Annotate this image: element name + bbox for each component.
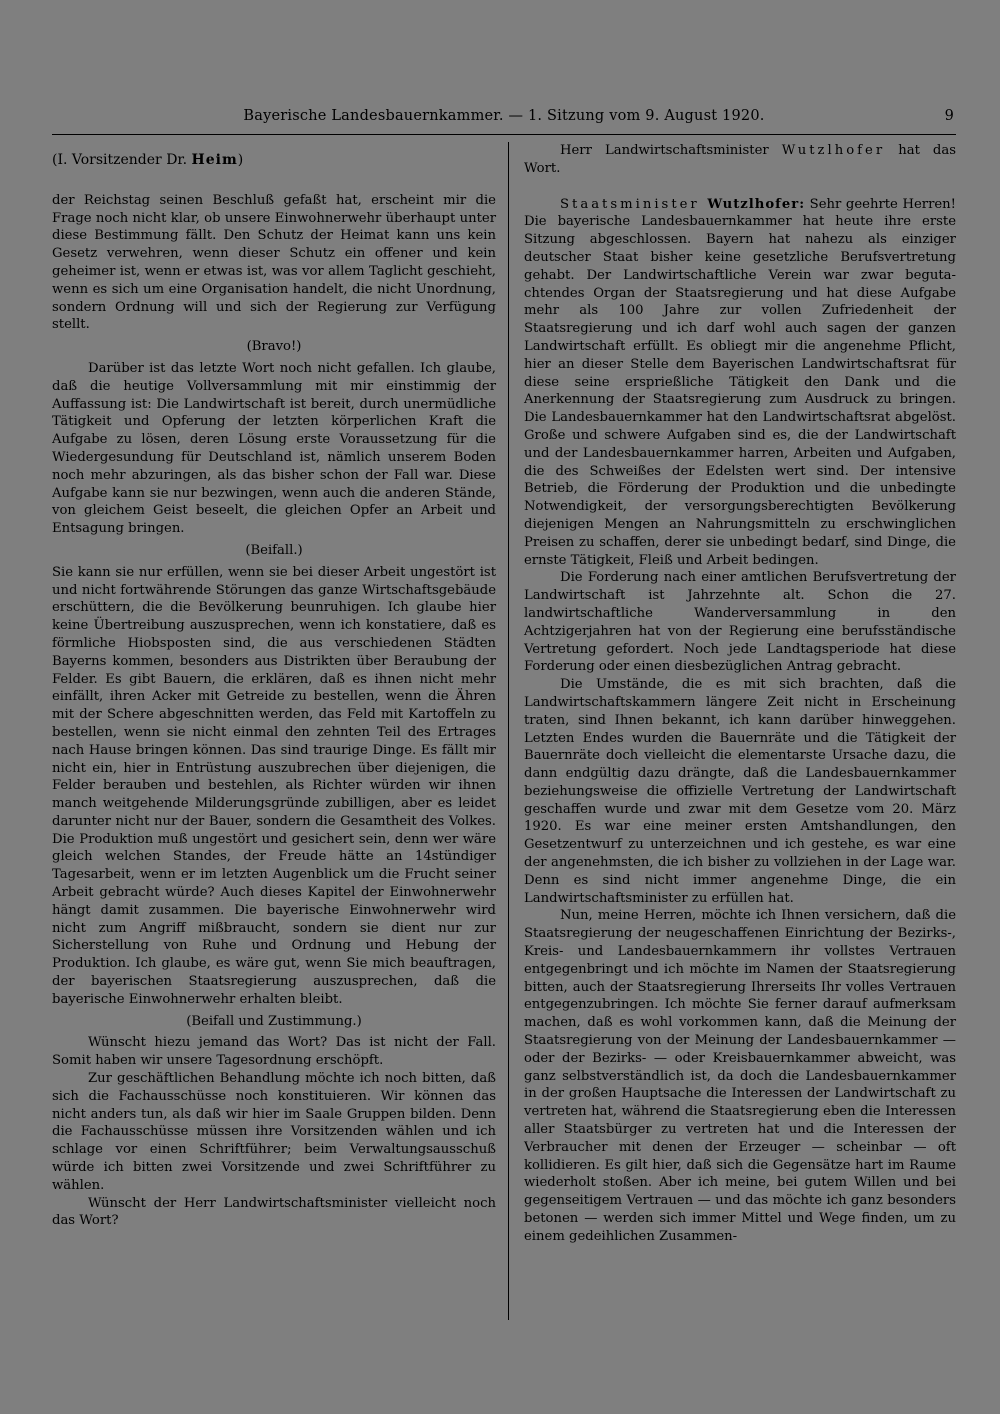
speaker-intro-post: hat das Wort. <box>524 143 956 176</box>
paragraph: Darüber ist das letzte Wort noch nicht gefallen. Ich glaube, daß die heutige Vollversammlung mit mir einstimmig der Auffassung ist: Die Landwirtschaft ist bereit, durch unermüdliche Tätigkeit und Opferung der letzten körperlichen Kraft die Aufgabe zu lösen, deren Lösung erste Voraussetzung für die Wiedergesundung für Deutschland ist, nämlich unserem Boden noch mehr abzuringen, als das bisher schon der Fall war. Diese Aufgabe kann sie nur bezwingen, wenn auch die anderen Stände, von gleichem Geist beseelt, die gleichen Opfer an Arbeit und Entsagung bringen. <box>52 360 496 537</box>
paragraph: Zur geschäftlichen Behandlung möchte ich noch bitten, daß sich die Fachausschüsse noch konstituieren. Wir können das nicht anders tun, als daß wir hier im Saale Gruppen bilden. Denn die Fachausschüsse müssen ihre Vorsitzenden wählen und ich schlage vor einen Schriftführer; beim Verwaltungsausschuß würde ich bitten zwei Vorsitzende und zwei Schriftführer zu wählen. <box>52 1071 496 1193</box>
paragraph: Nun, meine Herren, möchte ich Ihnen versichern, daß die Staatsregierung der neugeschaffenen Einrichtung der Bezirks-, Kreis- und Landesbauernkammern ihr vollstes Vertrauen entgegenbringt und ich möchte im Namen der Staatsregierung bitten, auch der Staatsregierung Ihrerseits Ihr volles Vertrauen entgegenzubringen. Ich möchte Sie ferner darauf aufmerksam machen, daß es wohl vorkommen kann, daß die Meinung der Staatsregierung von der Meinung der Landesbauernkammer — oder der Bezirks- — oder Kreisbauernkammer abweicht, was ganz selbstverständlich ist, da doch die Landesbauernkammer in der großen Hauptsache die Interessen der Landwirtschaft zu vertreten hat, während die Staatsregierung eben die Interessen aller Staatsbürger zu vertreten hat und die Interessen der Verbraucher mit denen der Erzeuger — scheinbar — oft kollidieren. Es gilt hier, daß sich die Gegensätze hart im Raume wiederholt stoßen. Aber ich meine, bei gutem Willen und bei gegenseitigem Vertrauen — und das möchte ich ganz besonders betonen — werden sich immer Mittel und Wege finden, um zu einem gedeihlichen Zusammen- <box>524 908 956 1244</box>
speech-speaker-name: Wutzlhofer: <box>707 196 806 212</box>
column-divider <box>508 142 509 1320</box>
paragraph: Die Forderung nach einer amtlichen Berufsvertretung der Landwirtschaft ist Jahrzehnte alt. Schon die 27. landwirtschaftliche Wanderversammlung in den Achtzigerjahren hat von der Regierung eine berufsständische Vertretung gefordert. Noch jede Landtagsperiode hat diese Forderung oder einen diesbezüglichen Antrag gebracht. <box>524 570 956 675</box>
interjection: (Beifall und Zustimmung.) <box>186 1013 362 1029</box>
paragraph: Wünscht hiezu jemand das Wort? Das ist nicht der Fall. Somit haben wir unsere Tagesordnung erschöpft. <box>52 1035 496 1069</box>
speech-role: Staatsminister <box>560 196 708 212</box>
speech-opening <box>524 196 956 570</box>
speaker-heading-pre: (I. Vorsitzender Dr. <box>52 152 192 168</box>
speaker-intro-name: Wutzlhofer <box>781 143 886 158</box>
speaker-intro <box>524 142 956 178</box>
page-number: 9 <box>944 108 954 124</box>
speech-first-text: Sehr geehrte Herren! Die bayerische Landesbauernkammer hat heute ihre erste Sitzung abgeschlossen. Bayern hat nahezu als einziger deutscher Staat bisher keine gesetzliche Berufsvertretung gehabt. Der Landwirtschaftliche Verein war zwar begutachtendes Organ der Staatsregierung und hat diese Aufgabe mehr als 100 Jahre zur vollen Zufriedenheit der Staatsregierung und ich darf wohl auch sagen der ganzen Landwirtschaft erfüllt. Es obliegt mir die angenehme Pflicht, hier an dieser Stelle dem Bayerischen Landwirtschaftsrat für diese seine ersprießliche Tätigkeit den Dank und die Anerkennung der Staatsregierung zum Ausdruck zu bringen. Die Landesbauernkammer hat den Landwirtschaftsrat abgelöst. Große und schwere Aufgaben sind es, die der Landwirtschaft und der Landesbauernkammer harren, Arbeiten und Aufgaben, die des Schweißes der Edelsten wert sind. Der intensive Betrieb, die Förderung der Produktion und die unbedingte Notwendigkeit, der versorgungsberechtigten Bevölkerung diejenigen Mengen an Nahrungsmitteln zu erschwinglichen Preisen zu schaffen, derer sie unbedingt bedarf, sind Dinge, die ernste Tätigkeit, Fleiß und Arbeit bedingen. <box>524 196 956 568</box>
paragraph: Die Umstände, die es mit sich brachten, daß die Landwirtschaftskammern längere Zeit nicht in Erscheinung traten, sind Ihnen bekannt, ich kann darüber hinweggehen. Letzten Endes wurden die Bauernräte und die Tätigkeit der Bauernräte doch vielleicht die elementarste Ursache dazu, die dann endgültig dazu drängte, daß die Landesbauernkammer beziehungsweise die offizielle Vertretung der Landwirtschaft geschaffen wurde und zwar mit dem Gesetze vom 20. März 1920. Es war eine meiner ersten Amtshandlungen, den Gesetzentwurf zu unterzeichnen und ich gestehe, es war eine der angenehmsten, die ich bisher zu vollziehen in der Lage war. Denn es sind nicht immer angenehme Dinge, die ein Landwirtschaftsminister zu erfüllen hat. <box>524 677 956 906</box>
speaker-heading-name: Heim <box>191 152 238 168</box>
paragraph: der Reichstag seinen Beschluß gefaßt hat, erscheint mir die Frage noch nicht klar, ob unsere Einwohnerwehr überhaupt unter diese Bestimmung fällt. Den Schutz der Heimat kann uns kein Gesetz verwehren, wenn dieser Schutz ein offener und kein geheimer ist, wenn er etwas ist, was vor allem Taglicht geschieht, wenn es sich um eine Organisation handelt, die nicht Unordnung, sondern Ordnung will und sich der Regierung zur Verfügung stellt. <box>52 192 496 333</box>
running-header <box>52 108 956 130</box>
right-column <box>524 142 956 1246</box>
speaker-heading-post: ) <box>237 152 244 168</box>
interjection: (Beifall.) <box>245 542 303 558</box>
paragraph: Wünscht der Herr Landwirtschaftsminister vielleicht noch das Wort? <box>52 1195 496 1229</box>
header-title: Bayerische Landesbauernkammer. — 1. Sitzung vom 9. August 1920. <box>243 108 765 124</box>
paragraph: Sie kann sie nur erfüllen, wenn sie bei dieser Arbeit ungestört ist und nicht fortwährende Störungen das ganze Wirtschaftsgebäude erschüttern, die die Bevölkerung beunruhigen. Ich glaube hier keine Übertreibung auszusprechen, wenn ich konstatiere, daß es förmliche Hiobsposten sind, die aus verschiedenen Städten Bayerns kommen, besonders aus Distrikten über Beraubung der Felder. Es gibt Bauern, die erklären, daß es ihnen nicht mehr einfällt, ihren Acker mit Getreide zu bestellen, wenn die Ähren mit der Schere abgeschnitten werden, das Feld mit Kartoffeln zu bestellen, wenn sie nicht einmal den zehnten Teil des Ertrages nach Hause bringen können. Das sind traurige Dinge. Es fällt mir nicht ein, hier in Entrüstung auszubrechen über diejenigen, die Felder berauben und bestehlen, als Richter würden wir ihnen manch weitgehende Milderungsgründe zubilligen, aber es leidet darunter nicht nur der Bauer, sondern die Gesamtheit des Volkes. Die Produktion muß ungestört und gesichert sein, denn wer wäre gleich welchen Standes, der Freude hätte an 14stündiger Tagesarbeit, wenn er im letzten Augenblick um die Frucht seiner Arbeit gebracht würde? Auch dieses Kapitel der Einwohnerwehr hängt damit zusammen. Die bayerische Einwohnerwehr wird nicht zum Angriff mißbraucht, sondern sie dient nur zur Sicherstellung von Ruhe und Ordnung und Hebung der Produktion. Ich glaube, es wäre gut, wenn Sie mich beauftragen, der bayerischen Staatsregierung auszusprechen, daß die bayerische Einwohnerwehr erhalten bleibt. <box>52 564 496 1007</box>
interjection: (Bravo!) <box>246 339 302 355</box>
header-rule <box>52 134 956 135</box>
speaker-intro-pre: Herr Landwirtschaftsminister <box>560 143 782 158</box>
left-column <box>52 142 496 1230</box>
speaker-heading <box>52 152 496 170</box>
